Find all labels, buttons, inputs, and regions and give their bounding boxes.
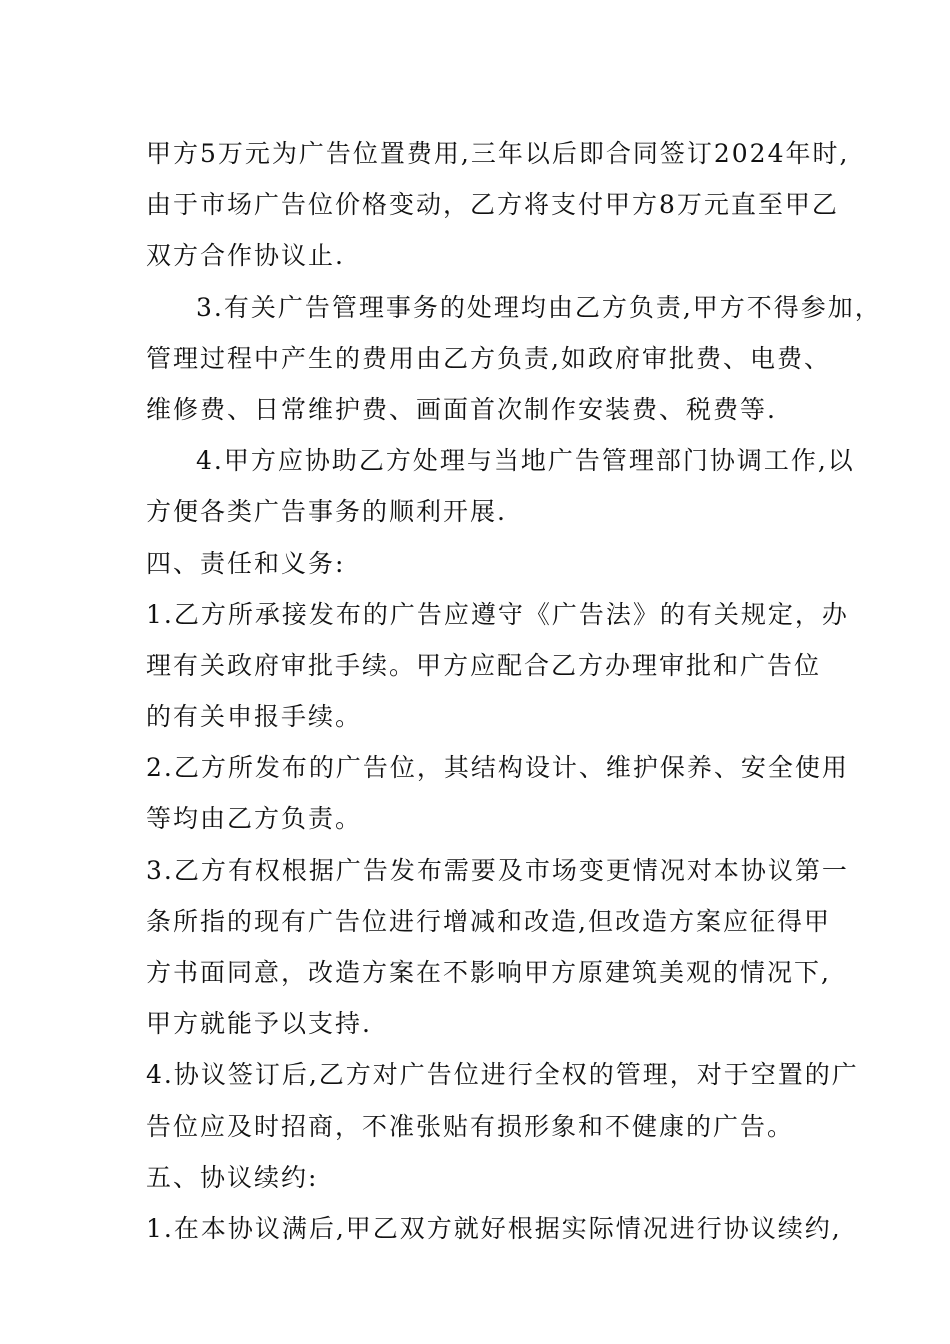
- section-heading-renewal: 五、协议续约:: [146, 1162, 319, 1192]
- body-line: 4.协议签订后,乙方对广告位进行全权的管理，对于空置的广: [146, 1060, 859, 1090]
- body-line: 维修费、日常维护费、画面首次制作安装费、税费等.: [146, 394, 777, 424]
- body-line: 双方合作协议止.: [146, 241, 345, 271]
- body-line: 3.乙方有权根据广告发布需要及市场变更情况对本协议第一: [146, 855, 849, 885]
- body-line: 方便各类广告事务的顺利开展.: [146, 497, 507, 527]
- body-line: 等均由乙方负责。: [146, 804, 363, 834]
- body-line: 方书面同意，改造方案在不影响甲方原建筑美观的情况下,: [146, 958, 831, 987]
- section-heading-responsibilities: 四、责任和义务:: [146, 548, 346, 578]
- body-line: 2.乙方所发布的广告位，其结构设计、维护保养、安全使用: [146, 753, 849, 783]
- body-line: 甲方就能予以支持.: [146, 1009, 372, 1039]
- body-line: 1.乙方所承接发布的广告应遵守《广告法》的有关规定，办: [146, 599, 849, 629]
- clause-3-line: 3.有关广告管理事务的处理均由乙方负责,甲方不得参加，: [196, 292, 882, 322]
- clause-4-line: 4.甲方应协助乙方处理与当地广告管理部门协调工作,以: [196, 446, 855, 476]
- body-line: 理有关政府审批手续。甲方应配合乙方办理审批和广告位: [146, 650, 822, 680]
- body-line: 甲方5万元为广告位置费用,三年以后即合同签订2024年时,: [146, 139, 850, 168]
- body-line: 的有关申报手续。: [146, 702, 363, 732]
- body-line: 管理过程中产生的费用由乙方负责,如政府审批费、电费、: [146, 343, 831, 373]
- body-line: 1.在本协议满后,甲乙双方就好根据实际情况进行协议续约,: [146, 1213, 842, 1243]
- document-body: [146, 128, 882, 1254]
- body-line: 由于市场广告位价格变动，乙方将支付甲方8万元直至甲乙: [146, 190, 839, 220]
- body-line: 告位应及时招商，不准张贴有损形象和不健康的广告。: [146, 1111, 795, 1141]
- body-line: 条所指的现有广告位进行增减和改造,但改造方案应征得甲: [146, 906, 831, 936]
